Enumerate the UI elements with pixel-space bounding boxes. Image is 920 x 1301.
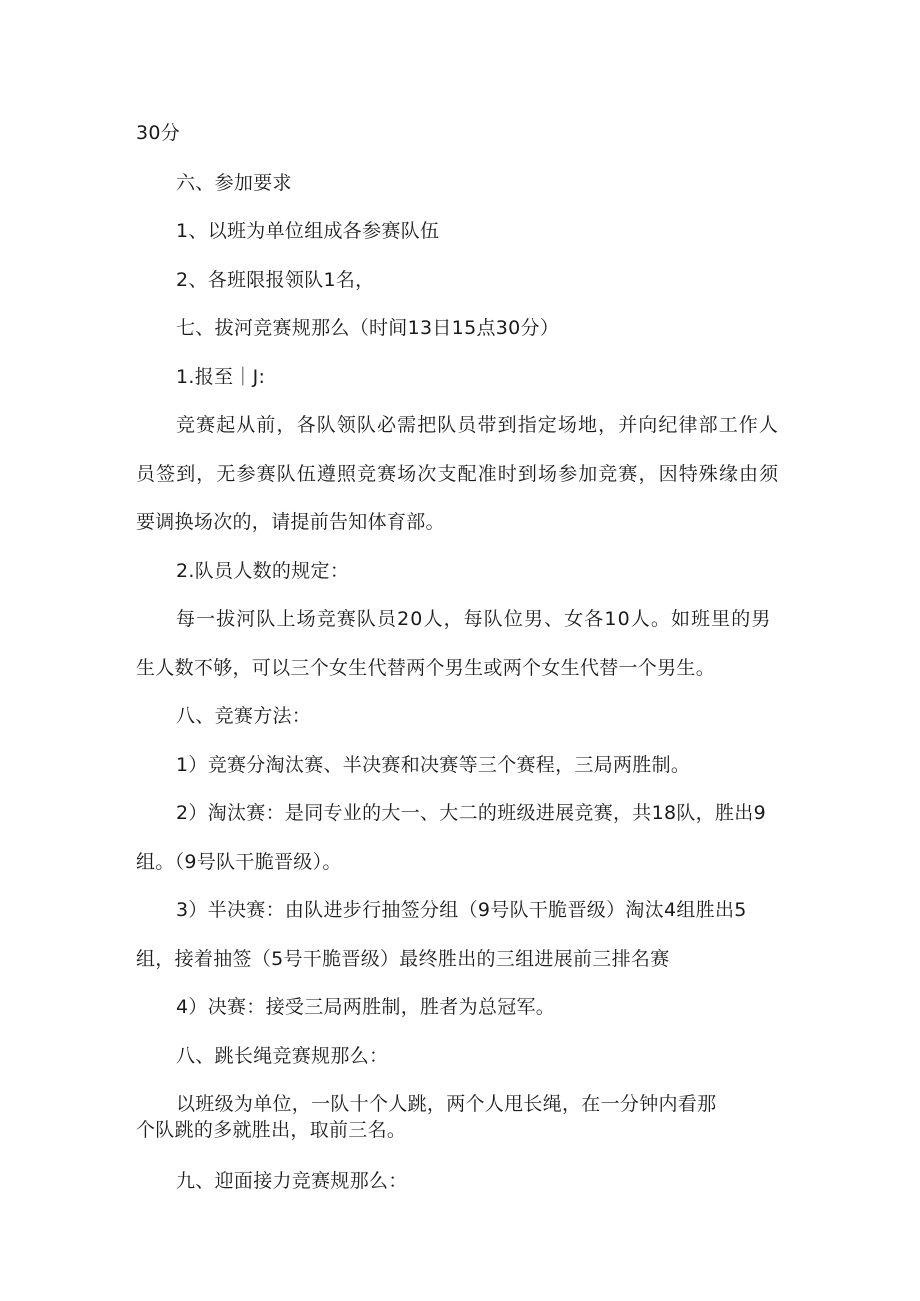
paragraph-long-rope-line-1: 以班级为单位，一队十个人跳，两个人甩长绳，在一分钟内看那: [176, 1093, 717, 1115]
paragraph-team-size-line-1: 每一拔河队上场竞赛队员20人，每队位男、女各10人。如班里的男: [176, 608, 772, 630]
paragraph-team-size-line-2: 生人数不够，可以三个女生代替两个男生或两个女生代替一个男生。: [136, 657, 716, 679]
heading-competition-method: 八、竞赛方法：: [176, 705, 312, 727]
list-item-elimination-line-2: 组。（9号队干脆晋级）。: [136, 851, 342, 873]
paragraph-check-in-line-2: 员签到，无参赛队伍遵照竞赛场次支配准时到场参加竞赛，因特殊缘由须: [136, 463, 780, 485]
heading-relay-rules: 九、迎面接力竞赛规那么：: [176, 1170, 408, 1192]
heading-long-rope-rules: 八、跳长绳竞赛规那么：: [176, 1045, 389, 1067]
paragraph-long-rope-line-2: 个队跳的多就胜出，取前三名。: [136, 1119, 407, 1141]
list-item-class-teams: 1、以班为单位组成各参赛队伍: [176, 220, 440, 242]
list-item-semifinal-line-1: 3）半决赛：由队进步行抽签分组（9号队干脆晋级）淘汰4组胜出5: [176, 899, 747, 921]
list-item-final: 4）决赛：接受三局两胜制，胜者为总冠军。: [176, 996, 556, 1018]
list-item-stages: 1）竞赛分淘汰赛、半决赛和决赛等三个赛程，三局两胜制。: [176, 754, 691, 776]
list-item-semifinal-line-2: 组，接着抽签（5号干脆晋级）最终胜出的三组进展前三排名赛: [136, 948, 670, 970]
subheading-team-size: 2.队员人数的规定：: [176, 560, 350, 582]
paragraph-check-in-line-1: 竞赛起从前，各队领队必需把队员带到指定场地，并向纪律部工作人: [176, 414, 780, 436]
list-item-elimination-line-1: 2）淘汰赛：是同专业的大一、大二的班级进展竞赛，共18队，胜出9: [176, 802, 766, 824]
subheading-check-in: 1.报至｜J:: [176, 366, 266, 388]
list-item-team-leader: 2、各班限报领队1名，: [176, 269, 375, 291]
text-line-score-time: 30分: [136, 122, 181, 144]
heading-tug-of-war-rules: 七、拔河竞赛规那么（时间13日15点30分）: [176, 317, 560, 339]
paragraph-check-in-line-3: 要调换场次的，请提前告知体育部。: [136, 511, 445, 533]
heading-participation-requirements: 六、参加要求: [176, 172, 292, 194]
